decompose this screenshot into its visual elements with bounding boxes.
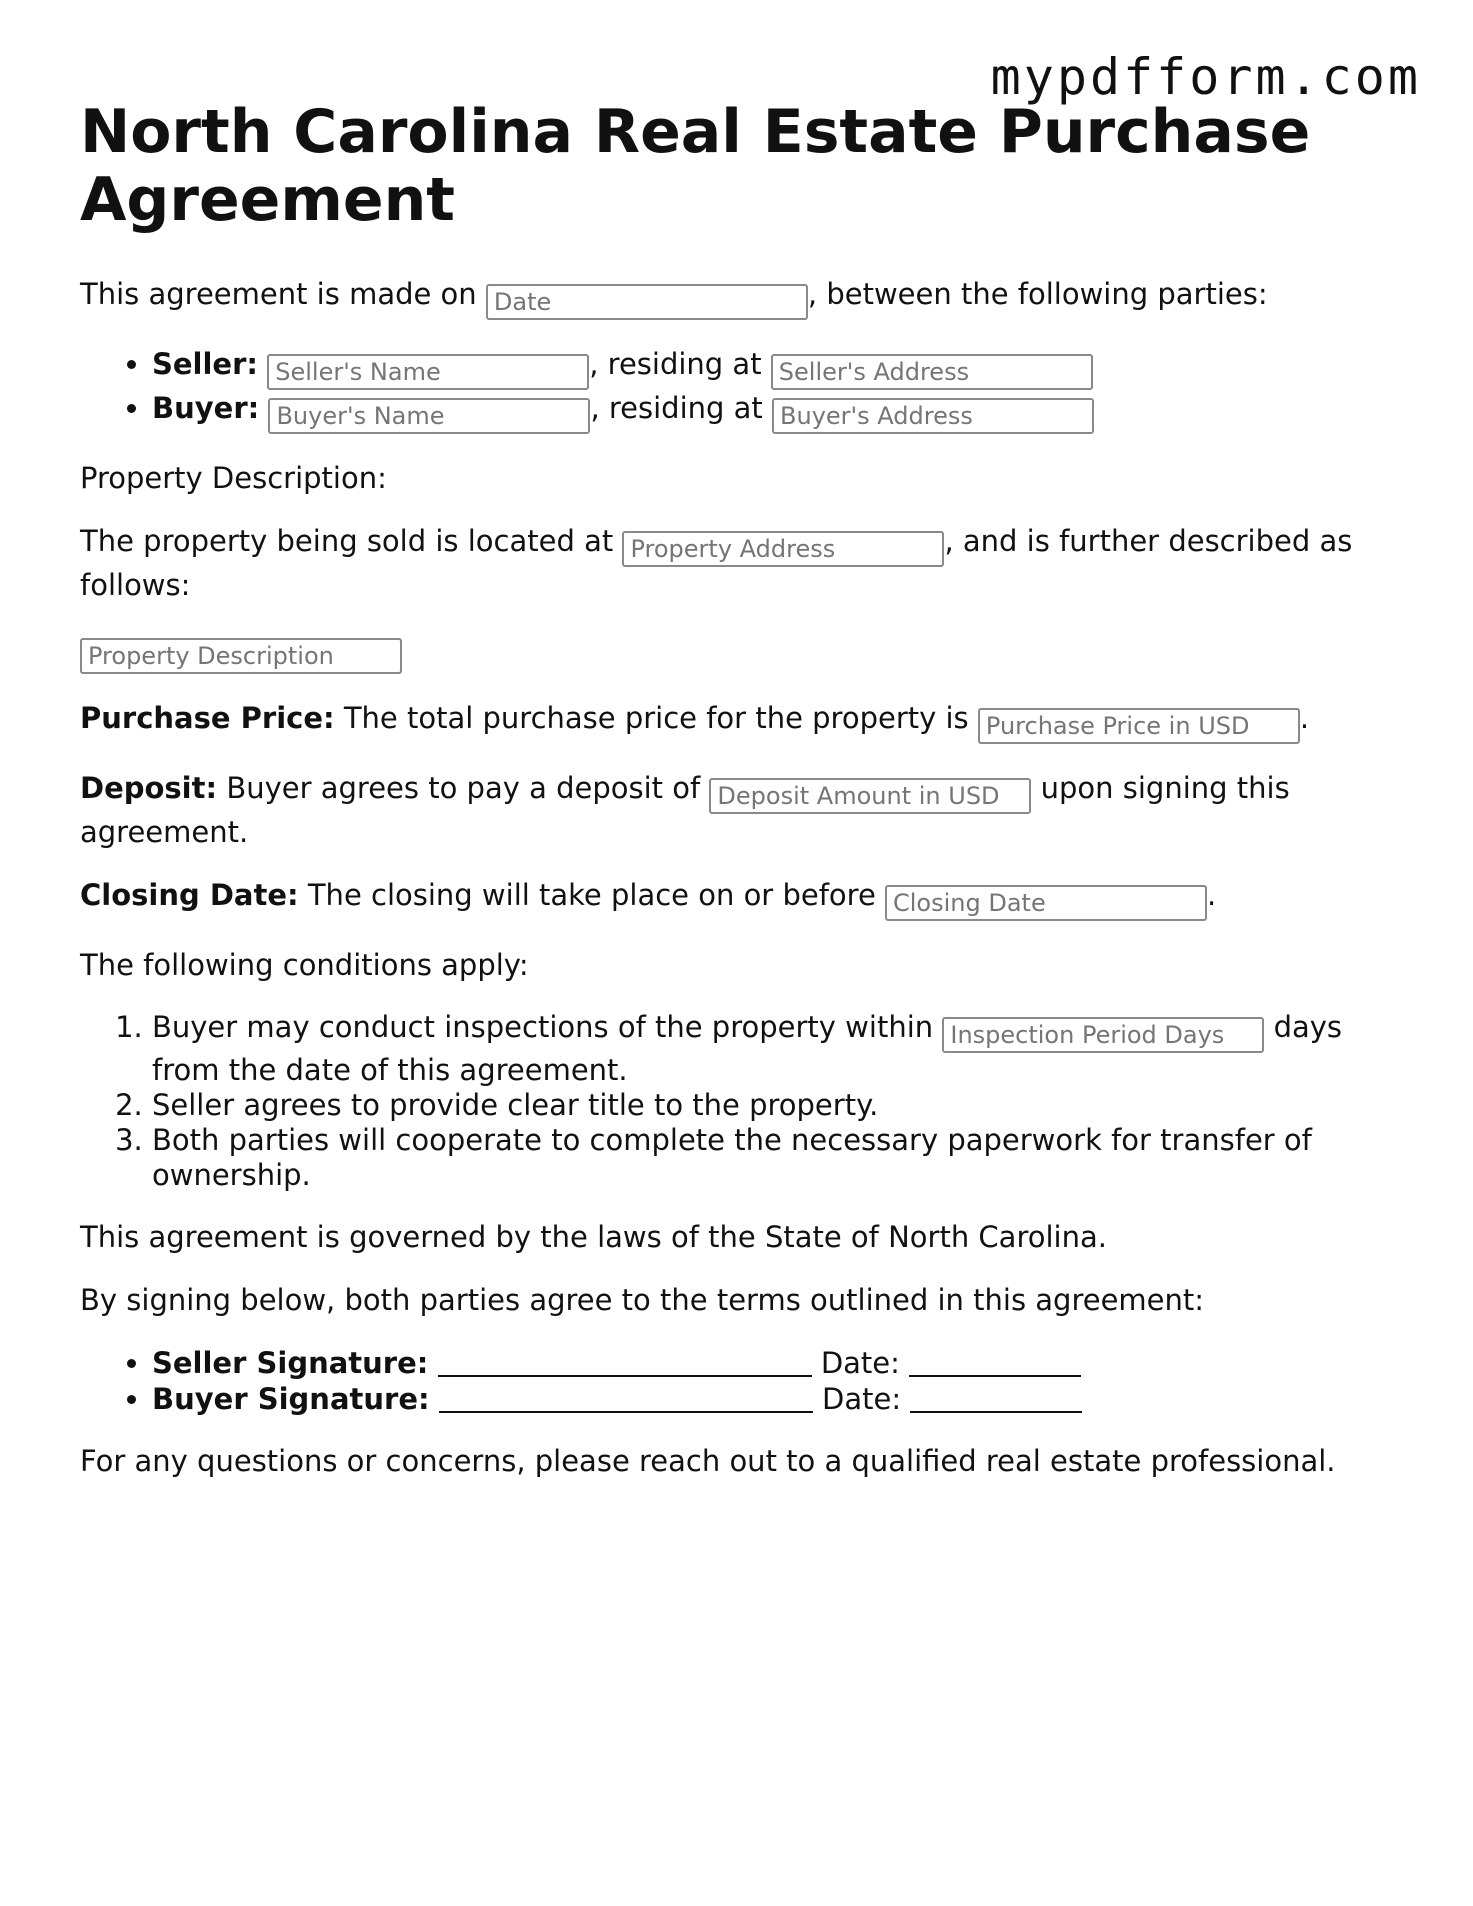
seller-signature-line[interactable]	[438, 1345, 812, 1377]
property-location-paragraph	[80, 523, 1390, 604]
party-buyer	[152, 390, 1390, 434]
property-description-input[interactable]	[80, 638, 402, 674]
deposit-amount-input[interactable]	[709, 778, 1031, 814]
property-location-after: , and is further described as follows:	[80, 524, 1353, 602]
deposit-end: upon signing this agreement.	[80, 771, 1290, 849]
parties-list	[80, 346, 1390, 434]
closing-date-text: The closing will take place on or before	[307, 878, 876, 912]
inspection-period-input[interactable]	[942, 1017, 1264, 1053]
condition-paperwork: 3. Both parties will cooperate to complete the necessary paperwork for transfer of ownership.	[152, 1123, 1390, 1193]
buyer-signature-date-label: Date:	[822, 1382, 902, 1416]
agreement-date-input[interactable]	[486, 284, 808, 320]
buyer-signature-label: Buyer Signature:	[152, 1382, 430, 1416]
signing-intro: By signing below, both parties agree to the terms outlined in this agreement:	[80, 1283, 1205, 1317]
buyer-signature-row	[152, 1381, 1390, 1417]
seller-signature-date-line[interactable]	[909, 1345, 1081, 1377]
condition-inspection-after: days from the date of this agreement.	[152, 1010, 1343, 1087]
buyer-residing-text: , residing at	[590, 391, 763, 425]
intro-text-after: , between the following parties:	[807, 277, 1268, 311]
party-seller	[152, 346, 1390, 390]
closing-date-input[interactable]	[885, 885, 1207, 921]
condition-clear-title: 2. Seller agrees to provide clear title to the property.	[152, 1088, 1390, 1123]
page-title: North Carolina Real Estate Purchase Agreement	[80, 97, 1311, 235]
closing-date-paragraph	[80, 877, 1390, 921]
deposit-text: Buyer agrees to pay a deposit of	[226, 771, 701, 805]
deposit-label: Deposit:	[80, 771, 218, 805]
property-address-input[interactable]	[622, 531, 944, 567]
signature-list	[80, 1345, 1390, 1417]
purchase-price-label: Purchase Price:	[80, 701, 335, 735]
seller-signature-date-label: Date:	[820, 1346, 900, 1380]
closing-date-label: Closing Date:	[80, 878, 299, 912]
site-watermark: mypdfform.com	[990, 48, 1421, 106]
intro-text-before: This agreement is made on	[80, 277, 477, 311]
property-description-row	[80, 630, 1390, 674]
buyer-label: Buyer:	[152, 391, 260, 425]
intro-paragraph	[80, 276, 1390, 320]
seller-signature-row	[152, 1345, 1390, 1381]
seller-address-input[interactable]	[771, 354, 1093, 390]
buyer-address-input[interactable]	[772, 398, 1094, 434]
agreement-document	[80, 98, 1390, 1506]
purchase-price-input[interactable]	[978, 708, 1300, 744]
condition-inspection	[152, 1010, 1390, 1088]
conditions-list	[80, 1010, 1390, 1193]
purchase-price-paragraph	[80, 700, 1390, 744]
closing-date-end: .	[1207, 878, 1217, 912]
purchase-price-end: .	[1299, 701, 1310, 735]
seller-name-input[interactable]	[267, 354, 589, 390]
seller-signature-label: Seller Signature:	[152, 1346, 429, 1380]
condition-inspection-before: Buyer may conduct inspections of the property within	[152, 1010, 934, 1044]
property-location-before: The property being sold is located at	[80, 524, 614, 558]
deposit-paragraph	[80, 770, 1390, 851]
governing-law: This agreement is governed by the laws of the State of North Carolina.	[80, 1220, 1107, 1254]
closing-note: For any questions or concerns, please reach out to a qualified real estate professional.	[80, 1444, 1336, 1478]
buyer-signature-line[interactable]	[439, 1381, 813, 1413]
conditions-heading: The following conditions apply:	[80, 948, 529, 982]
purchase-price-text: The total purchase price for the property is	[343, 701, 969, 735]
seller-label: Seller:	[152, 347, 259, 381]
property-heading: Property Description:	[80, 461, 387, 495]
buyer-name-input[interactable]	[268, 398, 590, 434]
buyer-signature-date-line[interactable]	[910, 1381, 1082, 1413]
seller-residing-text: , residing at	[589, 347, 762, 381]
